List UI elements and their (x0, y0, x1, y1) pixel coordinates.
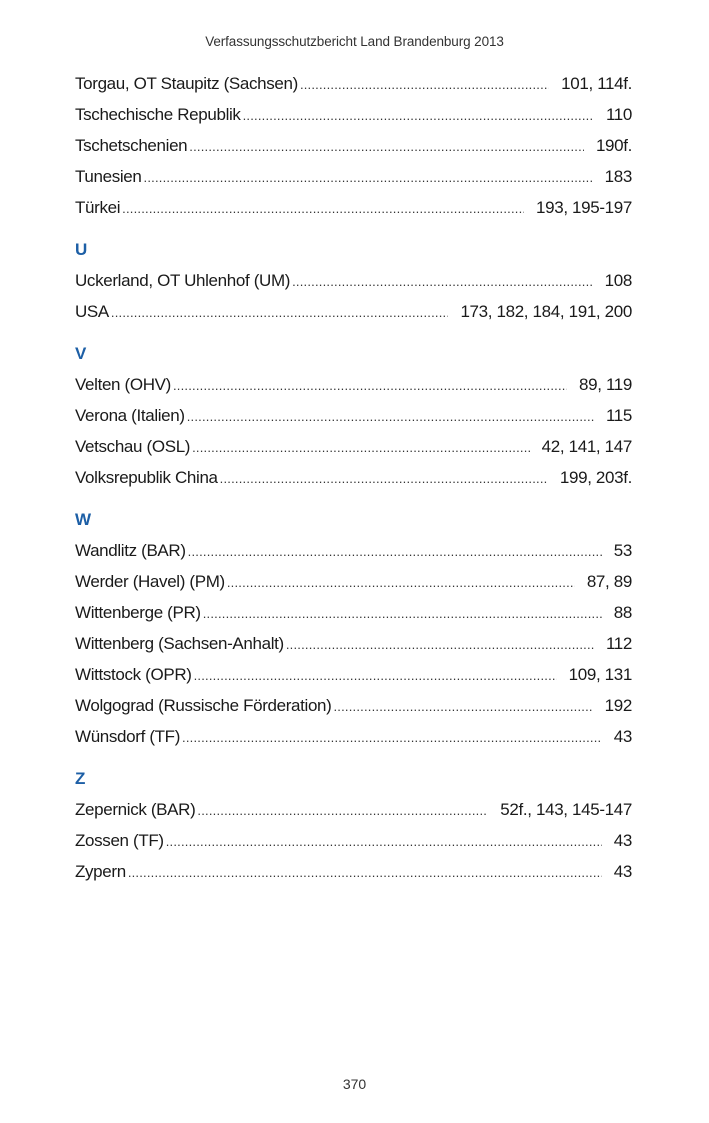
dot-leader (122, 193, 524, 224)
index-entry (75, 597, 632, 628)
entry-term: Wolgograd (Russische Förderation) (75, 696, 332, 715)
index-entry (75, 690, 632, 721)
index-entry (75, 462, 632, 493)
index-section-z (75, 752, 632, 887)
entry-term: Wittstock (OPR) (75, 665, 192, 684)
entry-term: Wünsdorf (TF) (75, 727, 181, 746)
section-letter: U (75, 240, 88, 259)
entry-term: Tschetschenien (75, 136, 188, 155)
index-entry (75, 265, 632, 296)
entry-pages: 43 (613, 831, 632, 850)
dot-leader (187, 401, 594, 432)
entry-pages: 43 (613, 862, 632, 881)
entry-term: Vetschau (OSL) (75, 437, 191, 456)
index-section-w (75, 493, 632, 752)
index-entry (75, 192, 632, 223)
section-letter: Z (75, 769, 86, 788)
index-entry (75, 628, 632, 659)
entry-pages: 109, 131 (568, 665, 632, 684)
section-letter: W (75, 510, 92, 529)
entry-pages: 192 (604, 696, 632, 715)
index-section-v (75, 327, 632, 493)
dot-leader (333, 691, 592, 722)
entry-term: Verona (Italien) (75, 406, 185, 425)
entry-term: Wittenberge (PR) (75, 603, 201, 622)
dot-leader (192, 432, 530, 463)
entry-term: Zypern (75, 862, 126, 881)
entry-pages: 89, 119 (578, 375, 632, 394)
entry-pages: 43 (613, 727, 632, 746)
dot-leader (292, 266, 593, 297)
entry-term: Wittenberg (Sachsen-Anhalt) (75, 634, 284, 653)
dot-leader (243, 100, 594, 131)
entry-term: Uckerland, OT Uhlenhof (UM) (75, 271, 291, 290)
dot-leader (194, 660, 557, 691)
index-entry (75, 130, 632, 161)
index-entry (75, 856, 632, 887)
entry-term: Werder (Havel) (PM) (75, 572, 225, 591)
dot-leader (203, 598, 602, 629)
index-entry (75, 794, 632, 825)
entry-pages: 193, 195-197 (536, 198, 632, 217)
dot-leader (182, 722, 602, 753)
entry-term: Zepernick (BAR) (75, 800, 196, 819)
entry-pages: 115 (605, 406, 632, 425)
index-entry (75, 535, 632, 566)
entry-term: Volksrepublik China (75, 468, 218, 487)
entry-pages: 183 (604, 167, 632, 186)
entry-term: Tunesien (75, 167, 142, 186)
dot-leader (188, 536, 602, 567)
dot-leader (128, 857, 602, 888)
dot-leader (220, 463, 548, 494)
index-entry (75, 68, 632, 99)
index-list (75, 68, 632, 887)
dot-leader (227, 567, 575, 598)
section-letter: V (75, 344, 87, 363)
entry-pages: 173, 182, 184, 191, 200 (460, 302, 632, 321)
index-entry (75, 400, 632, 431)
entry-pages: 52f., 143, 145-147 (500, 800, 632, 819)
entry-term: Torgau, OT Staupitz (Sachsen) (75, 74, 298, 93)
entry-pages: 112 (605, 634, 632, 653)
index-entry (75, 566, 632, 597)
dot-leader (144, 162, 593, 193)
index-entry (75, 721, 632, 752)
dot-leader (166, 826, 602, 857)
dot-leader (111, 297, 449, 328)
dot-leader (197, 795, 488, 826)
index-section-u (75, 223, 632, 327)
dot-leader (300, 69, 549, 100)
index-entry (75, 659, 632, 690)
entry-pages: 108 (604, 271, 632, 290)
entry-term: Velten (OHV) (75, 375, 171, 394)
entry-pages: 87, 89 (586, 572, 632, 591)
index-entry (75, 369, 632, 400)
entry-pages: 110 (605, 105, 632, 124)
page-header: Verfassungsschutzbericht Land Brandenburg 2013 (205, 34, 504, 49)
entry-pages: 42, 141, 147 (541, 437, 632, 456)
entry-term: Wandlitz (BAR) (75, 541, 186, 560)
dot-leader (286, 629, 594, 660)
index-section-t (75, 68, 632, 223)
entry-pages: 88 (613, 603, 632, 622)
entry-term: Zossen (TF) (75, 831, 164, 850)
page-number: 370 (342, 1076, 367, 1092)
entry-pages: 101, 114f. (561, 74, 632, 93)
entry-term: Türkei (75, 198, 121, 217)
dot-leader (189, 131, 584, 162)
index-entry (75, 431, 632, 462)
entry-pages: 53 (613, 541, 632, 560)
entry-term: USA (75, 302, 109, 321)
index-entry (75, 161, 632, 192)
entry-pages: 199, 203f. (559, 468, 632, 487)
index-entry (75, 99, 632, 130)
entry-pages: 190f. (595, 136, 632, 155)
index-entry (75, 296, 632, 327)
index-entry (75, 825, 632, 856)
entry-term: Tschechische Republik (75, 105, 241, 124)
dot-leader (173, 370, 567, 401)
